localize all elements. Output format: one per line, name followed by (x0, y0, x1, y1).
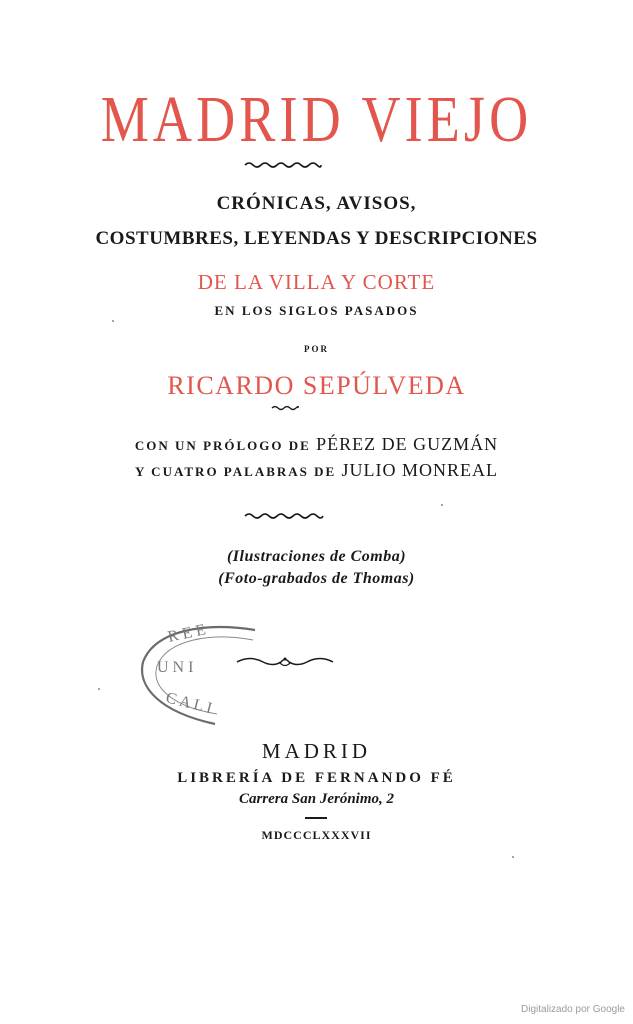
book-title: MADRID VIEJO (100, 83, 533, 156)
photo-engravings-credit: (Foto-grabados de Thomas) (218, 570, 415, 587)
by-label: POR (304, 344, 329, 354)
words-prefix: Y CUATRO PALABRAS DE (135, 464, 342, 479)
subtitle-villa-corte: DE LA VILLA Y CORTE (197, 270, 436, 294)
publication-year: MDCCCLXXXVII (261, 828, 372, 842)
words-author: JULIO MONREAL (341, 460, 498, 480)
illustrations-credit: (Ilustraciones de Comba) (226, 548, 407, 565)
subtitle-centuries: EN LOS SIGLOS PASADOS (214, 303, 419, 318)
google-watermark: Digitalizado por Google (521, 1004, 625, 1015)
ornament-rule-author (270, 404, 300, 412)
ornament-rule-middle (243, 511, 325, 521)
subtitle-chronicles: CRÓNICAS, AVISOS, (216, 193, 417, 214)
divider-short (305, 817, 327, 819)
ornament-rule-top (243, 160, 323, 170)
publication-city: MADRID (261, 739, 372, 763)
publisher-address: Carrera San Jerónimo, 2 (238, 791, 395, 807)
svg-text:R E E: R E E (166, 621, 208, 646)
prologue-line (0, 434, 633, 455)
author-name: RICARDO SEPÚLVEDA (167, 371, 466, 400)
speck (441, 504, 443, 506)
library-stamp-image (135, 612, 265, 732)
svg-text:C A L I: C A L I (164, 689, 214, 718)
ornament-flourish (235, 653, 335, 671)
subtitle-customs: COSTUMBRES, LEYENDAS Y DESCRIPCIONES (95, 228, 538, 249)
speck (98, 688, 100, 690)
prologue-prefix: CON UN PRÓLOGO DE (134, 438, 317, 453)
svg-text:U N I: U N I (157, 659, 194, 676)
speck (112, 320, 114, 322)
speck (512, 856, 514, 858)
prologue-author: PÉREZ DE GUZMÁN (316, 434, 499, 454)
publisher-name: LIBRERÍA DE FERNANDO FÉ (177, 770, 456, 786)
words-line (0, 460, 633, 481)
